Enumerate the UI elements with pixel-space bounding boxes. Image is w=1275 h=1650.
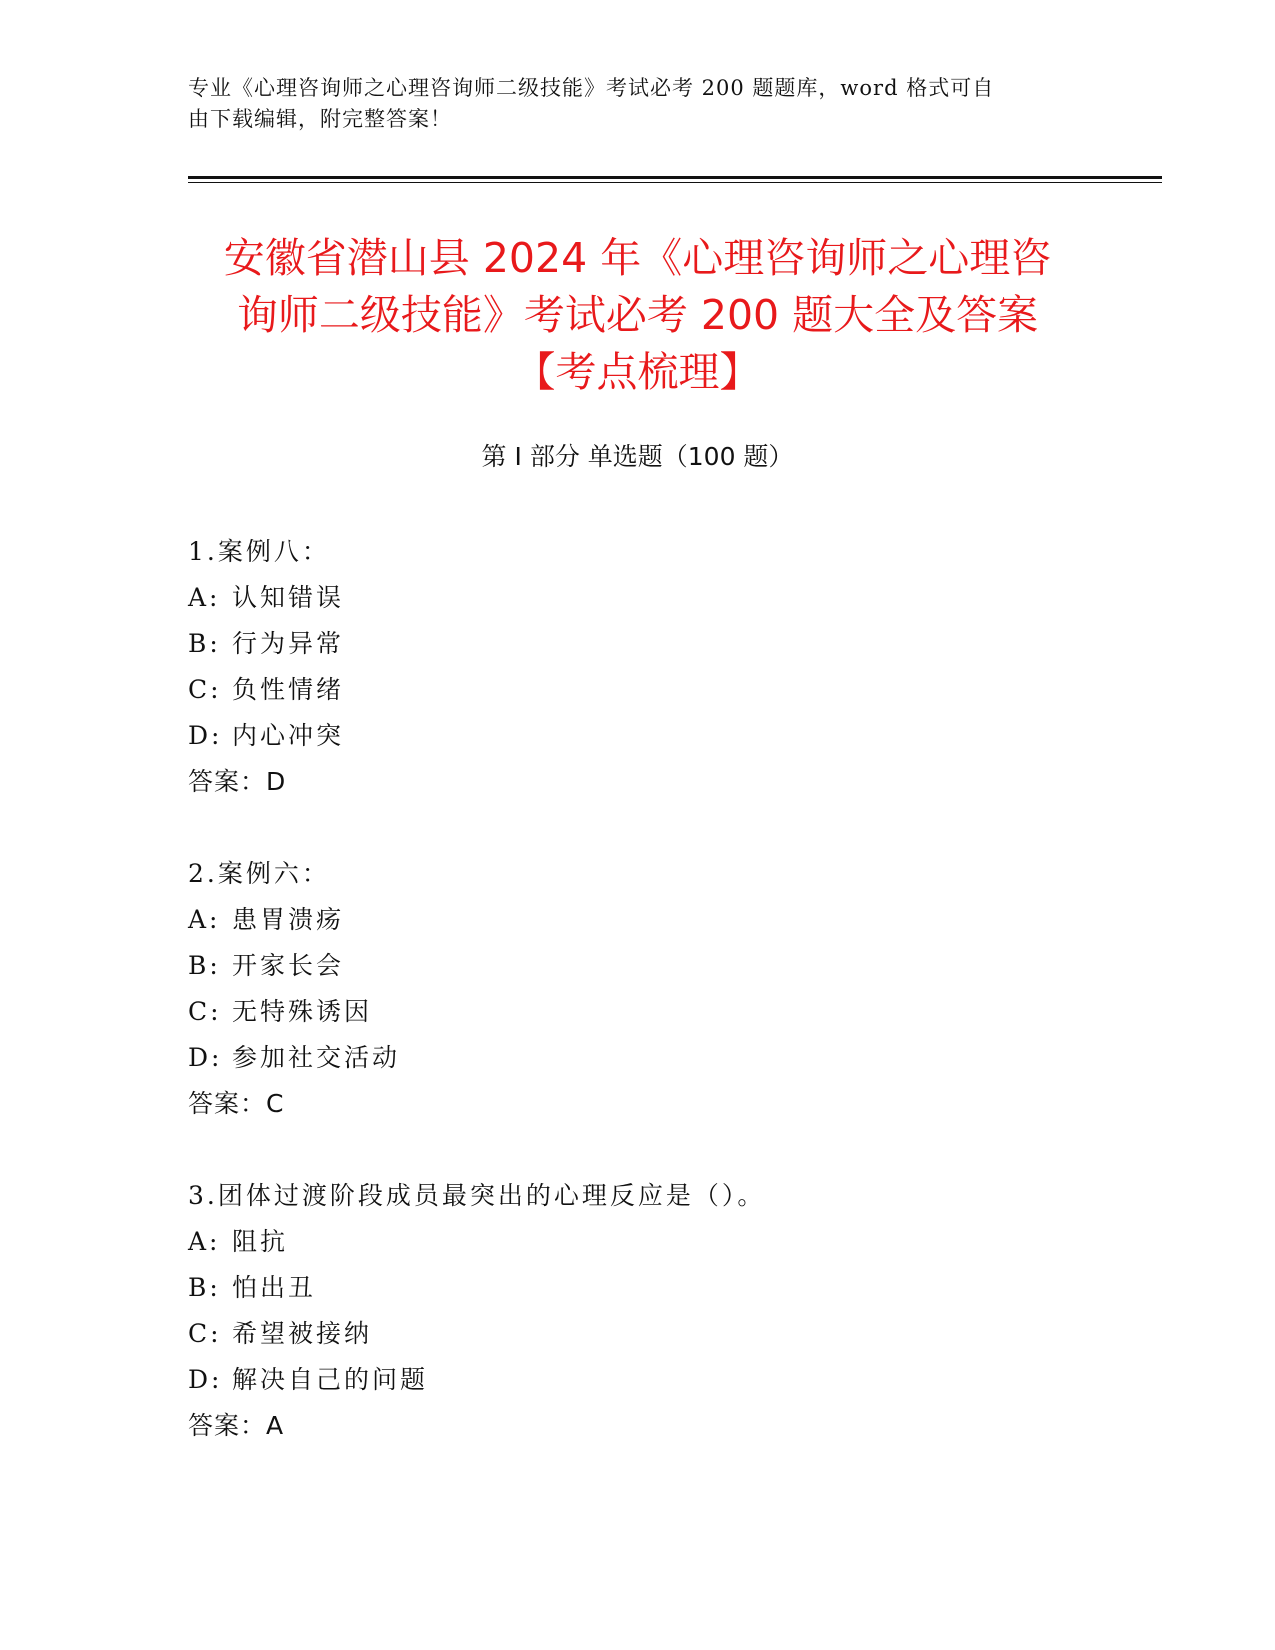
answer-line: 答案：C [188,1089,285,1118]
option-letter: A: [188,1227,221,1256]
answer-line: 答案：D [188,767,287,796]
option-letter: A: [188,583,221,612]
option-a [188,1219,1128,1265]
option-c [188,667,1128,713]
question-list [188,529,1128,1495]
option-letter: D: [188,1365,223,1394]
option-b [188,943,1128,989]
header-rule-thick [188,176,1162,179]
option-letter: B: [188,1273,221,1302]
option-text: 参加社交活动 [232,1043,401,1072]
option-text: 开家长会 [232,951,345,980]
option-text: 行为异常 [232,629,345,658]
title-line-2: 询师二级技能》考试必考 200 题大全及答案 [236,291,1039,339]
option-a [188,897,1128,943]
question-stem: 2.案例六： [188,859,330,888]
question-stem: 3.团体过渡阶段成员最突出的心理反应是（）。 [188,1181,766,1210]
option-text: 认知错误 [232,583,345,612]
question-1 [188,529,1128,805]
intro-line-1: 专业《心理咨询师之心理咨询师二级技能》考试必考 200 题题库，word 格式可自 [188,76,995,100]
section-heading: 第 I 部分 单选题（100 题） [481,442,794,471]
option-d [188,1357,1128,1403]
option-letter: B: [188,951,221,980]
option-text: 希望被接纳 [232,1319,373,1348]
option-text: 患胃溃疡 [232,905,345,934]
header-rule-thin [188,182,1162,183]
option-letter: B: [188,629,221,658]
option-d [188,1035,1128,1081]
option-letter: C: [188,1319,222,1348]
document-title [150,230,1125,401]
option-b [188,1265,1128,1311]
intro-text [188,73,1068,135]
option-text: 内心冲突 [232,721,345,750]
title-line-1: 安徽省潜山县 2024 年《心理咨询师之心理咨 [223,234,1052,282]
option-letter: A: [188,905,221,934]
answer-line: 答案：A [188,1411,285,1440]
option-a [188,575,1128,621]
option-text: 无特殊诱因 [232,997,373,1026]
option-letter: C: [188,997,222,1026]
question-3 [188,1173,1128,1449]
question-stem: 1.案例八： [188,537,330,566]
option-c [188,1311,1128,1357]
option-b [188,621,1128,667]
option-text: 怕出丑 [232,1273,317,1302]
title-line-3: 【考点梳理】 [514,348,761,396]
option-letter: D: [188,1043,223,1072]
option-text: 阻抗 [232,1227,289,1256]
option-d [188,713,1128,759]
option-text: 负性情绪 [232,675,345,704]
option-text: 解决自己的问题 [232,1365,429,1394]
question-2 [188,851,1128,1127]
option-c [188,989,1128,1035]
intro-line-2: 由下载编辑，附完整答案！ [188,107,452,131]
option-letter: D: [188,721,223,750]
option-letter: C: [188,675,222,704]
